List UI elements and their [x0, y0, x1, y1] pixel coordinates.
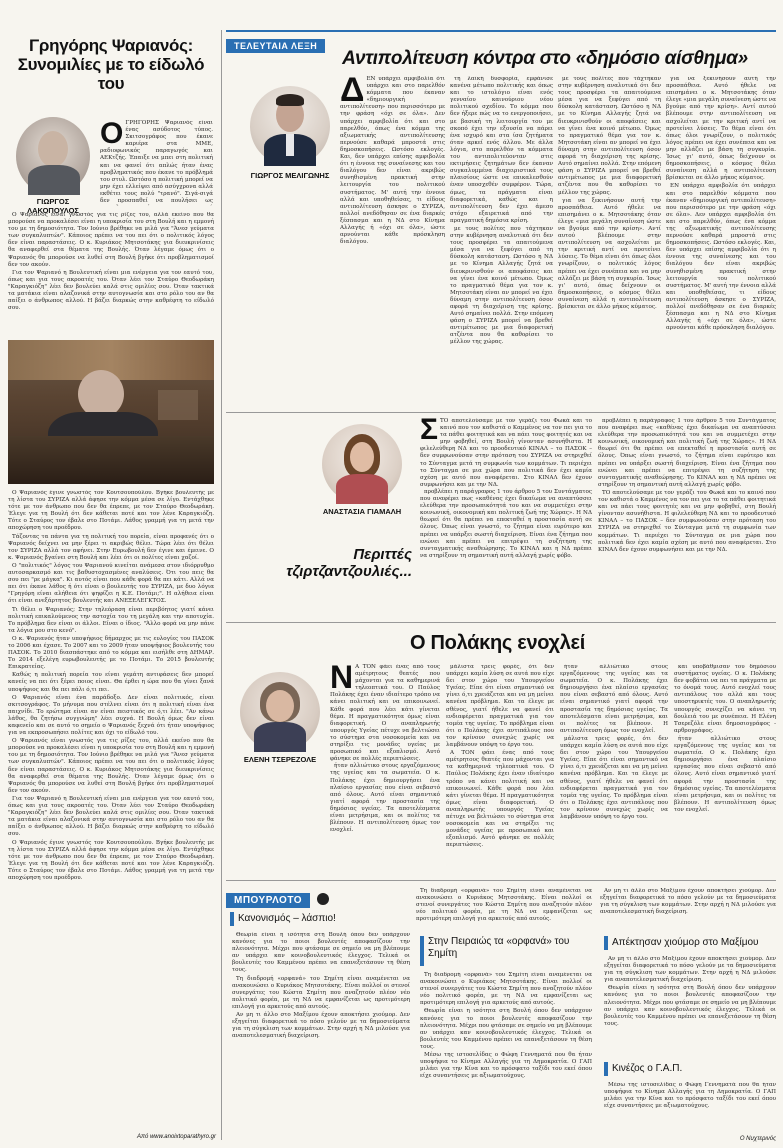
gossip-text: Μέσω της ιστοσελίδας ο Φώφη Γεννηματά που θα ήταν υποψήφια το Κίνημα Αλλαγής για τη Δημοκρατία. Ο ΓΑΠ μιλάει για την Κίνα και το πρόσφατο ταξίδι του εκεί όπου είχε συναντήσεις με αξιωματούχους. — [604, 1082, 776, 1110]
left-body-paragraph: Καθώς η πολιτική πορεία του είναι γεμάτη αντιφάσεις δεν μπορεί κανείς να πει ότι ξέρει ποιος είναι. Θα έρθει η ώρα που θα γίνει ξανά υποψήφιος και θα πει πάλι ό,τι πει. — [8, 672, 214, 693]
top-author-caption: ΓΙΩΡΓΟΣ ΜΕΛΙΓΩΝΗΣ — [250, 171, 330, 180]
column-divider — [221, 30, 222, 1140]
top-col-3 — [558, 76, 661, 406]
polakis-col-text: ήταν αλλιώτικο στους εργαζόμενους της υγείας και τα σωματεία. Ο κ. Πολάκης έχει δημιουργήσει ένα πλαίσιο εργασίας που είναι σεβαστό από όλους. Αυτό είναι σημαντικό γιατί αφορά την προστασία της δημόσιας υγείας. Τα αποτελέσματα είναι μετρήσιμα, και οι πολίτες τα βλέπουν. Η αντιπολίτευση όμως τον ενοχλεί. — [674, 735, 776, 813]
gossip-text: Μέσω της ιστοσελίδας ο Φώφη Γεννηματά που θα ήταν υποψήφια το Κίνημα Αλλαγής για τη Δημοκρατία. Ο ΓΑΠ μιλάει για την Κίνα και το πρόσφατο ταξίδι του εκεί όπου είχε συναντήσεις με αξιωματούχους. — [420, 1052, 592, 1080]
polakis-col-2 — [446, 664, 554, 876]
gossip-text: Θεωρία είναι η ισότητα στη Βουλή όπου δεν υπάρχουν κανόνες για το ποιοι βουλευτές αποφασίζουν την πλειονότητα. Μέχρι που φτάσαμε σε σημείο να μη βλέπουμε αν υπάρχει καν κοινοβουλευτικός έλεγχος. Τελικά οι βουλευτές του Καμμένου πρέπει να επανεξετάσουν τη θέση τους. — [232, 932, 410, 974]
polakis-col-text: Α ΤΟΝ φάει ένας από τους αμέτρητους θεατές που μάχονται για τα καθημερινά τηλεοπτικά του. Ο Παύλος Πολάκης έχει έναν ιδιαίτερο τρόπο να κάνει πολιτική και να επικοινωνεί. Κάθε φορά που λέει κάτι γίνεται θέμα. Η πραγματικότητα όμως είναι διαφορετική. Ο αναπληρωτής υπουργός Υγείας πέτυχε να βελτιώσει το σύστημα στα νοσοκομεία και να στηρίξει τις μονάδες υγείας με προσωπικό και εξοπλισμό. Αυτό φάνηκε σε πολλές περιπτώσεις. — [330, 664, 440, 763]
author-portrait-meligonis — [250, 86, 330, 166]
gossip-tag-wrap — [226, 888, 329, 908]
middle-dropcap: Σ — [420, 418, 439, 446]
left-body-paragraph: Για τον Ψαριανό η Βουλευτική είναι μια ενέργεια για τον εαυτό του, όπως και για τους ακροατές του. Όταν λέει τον Σταύρο Θεοδωράκη "Καραγκιόζη" λέει δεν βουλεύει καλά στις ομιλίες σου. Όταν τακτικά τα ματάκια είναι αλαζονικά στην αυτογνωσία και στο ρόλο του αν θα παίξει ο άνθρωπος αλλού. Η βάζει διαρκώς στην καθρέφτη το είδωλό σου. — [8, 795, 214, 838]
left-headline: Γρηγόρης Ψαριανός: Συνομιλίες με το είδωλό του — [17, 36, 205, 93]
polakis-col-1 — [330, 664, 440, 876]
divider — [226, 880, 776, 881]
polakis-col-text: και υποβάθμισαν του δημόσιου συστήματος υγείας. Ο κ. Πολάκης δεν φοβάται να πει τα πράγματα με το όνομά τους. Αυτό ενοχλεί τους αντιπάλους του αλλά και τους υποστηρικτές του. Ο αναπληρωτής υπουργός συνεχίζει να κάνει τη δουλειά του με συνέπεια. Η Ελένη Τσερεζόλε είναι δημοσιογράφος - αρθρογράφος. — [674, 664, 776, 734]
gossip-top-text-right — [600, 888, 776, 922]
left-article — [6, 36, 216, 93]
top-col-text: για να ξεκινήσουν αυτή την προσπάθεια. Αυτό ήθελε να επισημάνει ο κ. Μητσοτάκης όταν έλεγε «μια μεγάλη συναίνεση ώστε να βγούμε από την κρίση». Αντί αυτού βλέπουμε στην αντιπολίτευση να ασχολείται με την κριτική αντί να προτείνει λύσεις. Το θέμα είναι ότι όπως όλοι γνωρίζουν, ο πολιτικός λόγος πρέπει να έχει συνέπεια και να μην αλλάζει με βάση τη συγκυρία. Ίσως γι' αυτό, όπως δείχνουν οι δημοσκοπήσεις, ο κόσμος θέλει συναίνεση αλλά η αντιπολίτευση βρίσκεται σε άλλο μήκος κύματος. — [558, 197, 661, 310]
top-col-text: ΕΝ υπάρχει αμφιβολία ότι υπάρχει και στο παρελθόν κόμματα που έκαναν «δημιουργική αντιπολίτευση» που περισσότερο με την φράση «όχι σε όλα». Δεν υπάρχει αμφιβολία ότι και στο παρελθόν, όπως ένα κόμμα της αξιωματικής αντιπολίτευσης περνούσε καθαρά μπροστά στις δημοσκοπήσεις. Ωστόσο εκλογές. Και, δεν υπάρχει επίσης αμφιβολία ότι η έννοια της συναίνεσης και του διαλόγου δεν είναι ακριβώς συνηθισμένη πρακτική στην λειτουργία του πολιτικού συστήματος. Μ' αυτή την έννοια αλλά και υποθηθείσας, τι είδους αντιπολίτευση άσκησε ο ΣΥΡΙΖΑ, πολλοί ανεδόθησαν σε ένα διαρκές ξέσπασμα και η ΝΔ στο Κίνημα Αλλαγής ή «όχι σε όλα», ώστε αρνούνται κάθε πρόσκληση διαλόγου. — [340, 76, 445, 246]
left-body-paragraph: Ο Ψαριανός έγινε γνωστός τον Κουτσουπούλου. Βγήκε βουλευτής με τη λίστα του ΣΥΡΙΖΑ αλλά άφησε την κόμμα μέσα σε λίγο. Εντάχθηκε τότε με τον άνθρωπο που δεν θα έπρεπε, με τον Σταύρο Θεοδωράκη. Έλεγε για τη Βουλή ότι δεν κάθεται ποτέ και τον λένε Καραγκιόζη. Τότε ο Σταύρος τον έβαλε στο Ποτάμι. Λάθος γραμμή για τη μετά την αποχώρηση του προέδρου. — [8, 839, 214, 881]
gossip-body-2 — [420, 972, 592, 1138]
top-section-tag-wrap — [226, 34, 325, 53]
gossip-body-4 — [604, 1082, 776, 1132]
left-credit: Από www.anoixtoparathyro.gr — [136, 1134, 216, 1140]
gossip-bar — [420, 936, 424, 966]
left-intro-text: ΓΡΗΓΟΡΗΣ Ψαριανός είναι ένας ασύδοτος τύπος. Σκιτσογράφος που έκανε καριέρα στα ΜΜΕ, ραδιοφωνικός παραγωγός και ΑΕΚτζής. Έπαιξε να μπει στη πολιτική και να φανεί ότι απλώς ήταν ένας προβληματικός που έκανε το πρόβλημά του στυλ. Ωστόσο η πολιτική μπορεί να μην έχει ελλείψει από ασύγχρονα αλλά εκθέτει τους πολύ "τρανό". Σιγά-σιγά δεν προσπαθεί να πουλήσει ως — [100, 120, 213, 205]
top-accent-rule — [226, 30, 776, 32]
left-body-2 — [8, 490, 214, 1120]
polakis-author-caption: ΕΛΕΝΗ ΤΣΕΡΕΖΟΛΕ — [243, 755, 317, 764]
left-body-paragraph: Ο "πολιτικός" λόγος του Ψαριανού κινείται ανάμεσα στον ιδιόρρυθμο αυτοσαρκασμό και τις βαθυστοχασμένες αναλύσεις. Ότι του πεις θα σου πει "ρε μάγκα". Κι αυτός είναι που κάθε φορά θα πει κάτι. Αλλά να πει ότι έκανε λάθος ή ότι είναι ο βουλευτής του ΣΥΡΙΖΑ, με δυο λόγια "Γρηγόρη είναι αλήθεια ότι ψηφίζει η Κ.Ε. Ποτάμι;". Η αλήθεια είναι ότι είναι ανεξάρτητος βουλευτής και ΑΝΕΞΕΛΕΓΚΤΟΣ. — [8, 562, 214, 605]
gossip-headline: Κινέζος ο Γ.Α.Π. — [612, 1063, 683, 1074]
gossip-text: Αν μη τι άλλο στο Μαξίμου έχουν αποκτήσει χιούμορ. Δεν εξηγείται διαφορετικά το πόσο γελούν με τα δημοσιεύματα για τη σύγκλιση των κομμάτων. Στην αρχή η ΝΔ μιλούσε για αναποτελεσματική διαχείριση. — [232, 1012, 410, 1040]
left-intro — [100, 120, 213, 206]
author-portrait-tserezole — [240, 672, 320, 752]
top-col-text: τη λαϊκή δυσφορία, εμφάνισε κανένα μέτωπο πολιτικής και όπως και το ιστολόγιο είναι ενός γενναίου καινούριου νέου πολιτικού σχεδίου. Το κόμμα που δεν ήξερε πώς να το ενεργοποιήσει, με βασική τη λειτουργία του με σκοπό έχει την εξουσία να πάρει ένα ισχυρό και στα ίσα ζητήματα όταν αρκεί ενός άλλου. Με άλλα λόγια, στο παρελθόν τα κόμματα του αντιπολιτεύονταν στις εκτιμήσεις ζητημάτων δεν έκαναν συγκαλυμμένα διαχειριστικά τους πλαισίους ώστε να επικαλεσθούν έναν υποσχεθέν συμφέρον. Τώρα, όμως, τα πράγματα είναι διαφορετικά, καθώς και η αντιπολίτευση δεν έχει άμεσο στόχο εξαιρετικά από την πραγματική δημόσια κρίση. — [450, 76, 553, 224]
gossip-bar — [604, 1062, 608, 1076]
divider — [226, 412, 776, 413]
top-dropcap: Δ — [340, 76, 365, 109]
top-col-text: με τους πολίτες που τάχτηκαν στην κυβέρνηση αναλυτικά ότι δεν τους προσφέρει τα απαιτούμενα μέσα για να ξεφύγει από τη δύσκολη κατάσταση. Ωστόσο η ΝΔ με το Κίνημα Αλλαγής ζητά να διευκρινισθούν οι αποφάσεις και να γίνει ένα κοινό μέτωπο. Όμως το πραγματικό θέμα για τον κ. Μητσοτάκη είναι αν μπορεί να έχει δύναμη στην αντιπολίτευση όσον αφορά τη διαχείριση της κρίσης. Αυτό σημαίνει πολλά. Στην επόμενη φάση ο ΣΥΡΙΖΑ μπορεί να βρεθεί αντιμέτωπος με μια διαφορετική ατζέντα που θα καθορίσει το μέλλον της χώρας. — [558, 76, 661, 196]
left-body-paragraph: Για τον Ψαριανό η Βουλευτική είναι μια ενέργεια για τον εαυτό του, όπως και για τους ακροατές του. Όταν λέει τον Σταύρο Θεοδωράκη "Καραγκιόζη" λέει δεν βουλεύει καλά στις ομιλίες σου. Όταν τακτικά τα ματάκια είναι αλαζονικά στην αυτογνωσία και στο ρόλο του αν θα παίξει ο άνθρωπος αλλού. Η βάζει διαρκώς στην καθρέφτη το είδωλό σου. — [8, 269, 214, 312]
middle-author-caption: ΑΝΑΣΤΑΣΙΑ ΓΙΑΜΑΛΗ — [322, 507, 402, 516]
section-tag: ΤΕΛΕΥΤΑΙΑ ΛΕΞΗ — [226, 39, 325, 53]
left-body-paragraph: Τι θέλει ο Ψαριανός; Στην τηλεόραση είναι περιβόητος γιατί κάνει πολιτική επικαλούμενος την αστοχία του τη μεγάλη και την αποτυχία. Το πρόβλημα δεν είναι οι άλλοι. Είναι ο ίδιος. "Άλλο φορά να μην πάνε τα λόγια μου στο κενό". — [8, 606, 214, 634]
left-body-paragraph: Τάζοντας τα πάντα για τη πολιτική του πορεία, είναι προφανές ότι ο Ψαριανός δείχνει να μην ξέρει τι ακριβώς θέλει. Τώρα λέει ότι θέλει τον ΣΥΡΙΖΑ αλλά τον αφήνει. Στην Ευρωβουλή δεν έγινε και έμεινε. Ο κ. Ψαριανός βγαίνει στη Βουλή και λέει ότι οι πολίτες είναι χαζοί. — [8, 533, 214, 561]
polakis-col-text: Α ΤΟΝ φάει ένας από τους αμέτρητους θεατές που μάχονται για τα καθημερινά τηλεοπτικά του. Ο Παύλος Πολάκης έχει έναν ιδιαίτερο τρόπο να κάνει πολιτική και να επικοινωνεί. Κάθε φορά που λέει κάτι γίνεται θέμα. Η πραγματικότητα όμως είναι διαφορετική. Ο αναπληρωτής υπουργός Υγείας πέτυχε να βελτιώσει το σύστημα στα νοσοκομεία και να στηρίξει τις μονάδες υγείας με προσωπικό και εξοπλισμό. Αυτό φάνηκε σε πολλές περιπτώσεις. — [446, 750, 554, 849]
left-dropcap: Ο — [100, 120, 124, 150]
left-body-paragraph: Ο Ψαριανός είναι γνωστός για τις ρίζες του, αλλά εκείνο που θα μπορούσε να προκαλέσει είναι η υποκρισία του στη Βουλή και η εμμονή του με τη δημοσιότητα. Τον Ιούνιο βρέθηκε να μιλά για "Άνεσ γεύματα των συγκαλυπτών". Κάποιος πρέπει να του πει ότι ο πολιτικός λόγος δεν είναι παραστάσεις. Ο κ. Κυριάκος Μητσοτάκης για διευκρινίσεις θα αναφερθεί στα θέματα της Βουλής. Όταν λέγαμε όμως ότι ο Ψαριανός θα μπορούσε να λυθεί στη Βουλή βγήκε ότι προβληματισμοί δεν τον ακούν. — [8, 212, 214, 268]
gossip-top-text — [416, 888, 592, 922]
top-col-1 — [340, 76, 445, 406]
gossip-bar — [230, 912, 234, 926]
gossip-body-3 — [604, 956, 776, 1056]
bomb-icon — [317, 893, 329, 905]
middle-headline: Περιττές τζιρτζαντζουλιές... — [286, 546, 412, 580]
middle-col-text: προβλέπει η παράγραφος 1 του άρθρου 5 του Συντάγματος που αναφέρει πως «καθένας έχει δικαίωμα να αναπτύσσει ελεύθερα την προσωπικότητά του και να συμμετέχει στην κοινωνική, οικονομική και πολιτική ζωή της Χώρας». Η ΝΔ θεωρεί ότι θα πρέπει να επεκταθεί η προστασία αυτή σε όλους. Όπως είναι γνωστό, το ζήτημα είναι ευρύτερο και πρέπει να υπάρξει σωστή διαχείριση. Είναι ένα ζήτημα που ενώνει και πρέπει να επιτρέψει τη συζήτηση της συνταγματικής αναθεώρησης. Το ΚΙΝΑΛ και η ΝΔ πρέπει να στηρίξουν τη σημαντική αυτή αλλαγή χωρίς φόβο. — [420, 488, 592, 559]
polakis-headline: Ο Πολάκης ενοχλεί — [410, 632, 585, 654]
middle-col-2 — [598, 418, 776, 618]
gossip-headline: Κανονισμός – λάσπιο! — [238, 913, 336, 924]
left-body-paragraph: Ο Ψαριανός έγινε γνωστός τον Κουτσουπούλου. Βγήκε βουλευτής με τη λίστα του ΣΥΡΙΖΑ αλλά άφησε την κόμμα μέσα σε λίγο. Εντάχθηκε τότε με τον άνθρωπο που δεν θα έπρεπε, με τον Σταύρο Θεοδωράκη. Έλεγε για τη Βουλή ότι δεν κάθεται ποτέ και τον λένε Καραγκιόζη. Τότε ο Σταύρος τον έβαλε στο Ποτάμι. Λάθος γραμμή για τη μετά την αποχώρηση του προέδρου. — [8, 490, 214, 532]
left-body-paragraph: Ο Ψαριανός είναι ένα παράδοξο. Δεν είναι πολιτικός, είναι σκιτσογράφος. Το μήνυμα που στέλνει είναι ότι η πολιτική είναι ένα παιχνίδι. Το ερώτημα είναι αν είναι πειστικός σε ό,τι λέει. "Αν κάνω λάθος, θα ζητήσω συγγνώμη" λέει συχνά. Η Βουλή όμως δεν είναι καφενείο και σε αυτό το σημείο ο Ψαριανός ξεχνά ότι ήταν υποψήφιος για να εκπροσωπήσει πολίτες και όχι το είδωλό του. — [8, 694, 214, 737]
top-col-text: με τους πολίτες που τάχτηκαν στην κυβέρνηση αναλυτικά ότι δεν τους προσφέρει τα απαιτούμενα μέσα για να ξεφύγει από τη δύσκολη κατάσταση. Ωστόσο η ΝΔ με το Κίνημα Αλλαγής ζητά να διευκρινισθούν οι αποφάσεις και να γίνει ένα κοινό μέτωπο. Όμως το πραγματικό θέμα για τον κ. Μητσοτάκη είναι αν μπορεί να έχει δύναμη στην αντιπολίτευση όσον αφορά τη διαχείριση της κρίσης. Αυτό σημαίνει πολλά. Στην επόμενη φάση ο ΣΥΡΙΖΑ μπορεί να βρεθεί αντιμέτωπος με μια διαφορετική ατζέντα που θα καθορίσει το μέλλον της χώρας. — [450, 225, 553, 346]
gossip-footer: Ο Νυχτερινός — [739, 1136, 776, 1142]
divider — [226, 622, 776, 623]
polakis-col-4 — [674, 664, 776, 876]
gossip-text: Αν μη τι άλλο στο Μαξίμου έχουν αποκτήσει χιούμορ. Δεν εξηγείται διαφορετικά το πόσο γελούν με τα δημοσιεύματα για τη σύγκλιση των κομμάτων. Στην αρχή η ΝΔ μιλούσε για αναποτελεσματική διαχείριση. — [604, 956, 776, 984]
top-headline: Αντιπολίτευση κόντρα στο «δημόσιο αίσθημα» — [342, 48, 748, 69]
middle-col-text: ΤΟ αποτελούσαμε με τον γεράζι του Φωκά και το καινό που τον καθιστά ο Καμμένος να τον πει για το τα πάθει φοιτητικά και να πάει τους φοιτητές και να μην φοβηθεί, στη Βουλή γίνονταν ασυνήθιστα. Η φιλελεύθερη ΝΔ και το προοδευτικό ΚΙΝΑΛ – το ΠΑΣΟΚ – δεν συμφωνούσαν στην πρόταση του ΣΥΡΙΖΑ να στηριχθεί το Σύνταγμα μετά τη συμφωνία των κομμάτων. Τι περιέχει το Σύνταγμα σε μια χώρα που πολιτικά δεν έχει καμία σχέση με αυτό που αναφέρεται. Στο ΚΙΝΑΛ δεν έχουν συμφωνήσει και με την ΝΔ. — [420, 418, 592, 488]
gossip-text: Τη διαδρομή «ορφανά» του Σημίτη είναι αναμένεται να ανακοινώσει ο Κυριάκος Μητσοτάκης. Είναι πολλοί οι στενοί συνεργάτες του Κώστα Σημίτη που αναζητούν πλέον νέο πολιτικό φορέα, με τη ΝΔ να εμφανίζεται ως προτιμότερη επιλογή για αρκετούς από αυτούς. — [416, 888, 592, 922]
gossip-bar — [604, 936, 608, 950]
polakis-col-text: μάλιστα τρεις φορές, ότι δεν υπάρχει καμία λύση σε αυτά που είχε δει στον χώρο του Υπουργείου Υγείας. Είπε ότι είναι σημαντικό να γίνει ό,τι χρειάζεται και να μη μείνει κανένα πρόβλημα. Και τα έλεγε με σθένος, γιατί ήθελε να φανεί ότι ενδιαφέρεται πραγματικά για τον τομέα της υγείας. Το πρόβλημα είναι ότι ο Πολάκης έχει αντιπάλους που τον κρίνουν συνεχώς χωρίς να λαμβάνουν υπόψη το έργο του. — [560, 735, 668, 820]
psarianos-photo — [8, 340, 214, 484]
middle-col-1 — [420, 418, 592, 618]
left-body-paragraph: Ο Ψαριανός είναι γνωστός για τις ρίζες του, αλλά εκείνο που θα μπορούσε να προκαλέσει είναι η υποκρισία του στη Βουλή και η εμμονή του με τη δημοσιότητα. Τον Ιούνιο βρέθηκε να μιλά για "Άνεσ γεύματα των συγκαλυπτών". Κάποιος πρέπει να του πει ότι ο πολιτικός λόγος δεν είναι παραστάσεις. Ο κ. Κυριάκος Μητσοτάκης για διευκρινίσεις θα αναφερθεί στα θέματα της Βουλής. Όταν λέγαμε όμως ότι ο Ψαριανός θα μπορούσε να λυθεί στη Βουλή βγήκε ότι προβληματισμοί δεν τον ακούν. — [8, 738, 214, 794]
top-col-text: για να ξεκινήσουν αυτή την προσπάθεια. Αυτό ήθελε να επισημάνει ο κ. Μητσοτάκης όταν έλεγε «μια μεγάλη συναίνεση ώστε να βγούμε από την κρίση». Αντί αυτού βλέπουμε στην αντιπολίτευση να ασχολείται με την κριτική αντί να προτείνει λύσεις. Το θέμα είναι ότι όπως όλοι γνωρίζουν, ο πολιτικός λόγος πρέπει να έχει συνέπεια και να μην αλλάζει με βάση τη συγκυρία. Ίσως γι' αυτό, όπως δείχνουν οι δημοσκοπήσεις, ο κόσμος θέλει συναίνεση αλλά η αντιπολίτευση βρίσκεται σε άλλο μήκος κύματος. — [666, 76, 776, 182]
author-portrait-lakopoulos — [16, 117, 90, 195]
top-col-text: ΕΝ υπάρχει αμφιβολία ότι υπάρχει και στο παρελθόν κόμματα που έκαναν «δημιουργική αντιπολίτευση» που περισσότερο με την φράση «όχι σε όλα». Δεν υπάρχει αμφιβολία ότι και στο παρελθόν, όπως ένα κόμμα της αξιωματικής αντιπολίτευσης περνούσε καθαρά μπροστά στις δημοσκοπήσεις. Ωστόσο εκλογές. Και, δεν υπάρχει επίσης αμφιβολία ότι η έννοια της συναίνεσης και του διαλόγου δεν είναι ακριβώς συνηθισμένη πρακτική στην λειτουργία του πολιτικού συστήματος. Μ' αυτή την έννοια αλλά και υποθηθείσας, τι είδους αντιπολίτευση άσκησε ο ΣΥΡΙΖΑ, πολλοί ανεδόθησαν σε ένα διαρκές ξέσπασμα και η ΝΔ στο Κίνημα Αλλαγής ή «όχι σε όλα», ώστε αρνούνται κάθε πρόσκληση διαλόγου. — [666, 183, 776, 332]
left-body-1 — [8, 212, 214, 336]
top-col-2 — [450, 76, 553, 406]
polakis-col-3 — [560, 664, 668, 876]
gossip-headline: Απέκτησαν χιούμορ στο Μαξίμου — [612, 937, 759, 948]
gossip-tag: ΜΠΟΥΡΛΟΤΟ — [226, 893, 310, 908]
middle-col-text: προβλέπει η παράγραφος 1 του άρθρου 5 του Συντάγματος που αναφέρει πως «καθένας έχει δικαίωμα να αναπτύσσει ελεύθερα την προσωπικότητά του και να συμμετέχει στην κοινωνική, οικονομική και πολιτική ζωή της Χώρας». Η ΝΔ θεωρεί ότι θα πρέπει να επεκταθεί η προστασία αυτή σε όλους. Όπως είναι γνωστό, το ζήτημα είναι ευρύτερο και πρέπει να υπάρξει σωστή διαχείριση. Είναι ένα ζήτημα που ενώνει και πρέπει να επιτρέψει τη συζήτηση της συνταγματικής αναθεώρησης. Το ΚΙΝΑΛ και η ΝΔ πρέπει να στηρίξουν τη σημαντική αυτή αλλαγή χωρίς φόβο. — [598, 418, 776, 488]
polakis-col-text: ήταν αλλιώτικο στους εργαζόμενους της υγείας και τα σωματεία. Ο κ. Πολάκης έχει δημιουργήσει ένα πλαίσιο εργασίας που είναι σεβαστό από όλους. Αυτό είναι σημαντικό γιατί αφορά την προστασία της δημόσιας υγείας. Τα αποτελέσματα είναι μετρήσιμα, και οι πολίτες τα βλέπουν. Η αντιπολίτευση όμως τον ενοχλεί. — [330, 763, 440, 834]
polakis-col-text: ήταν αλλιώτικο στους εργαζόμενους της υγείας και τα σωματεία. Ο κ. Πολάκης έχει δημιουργήσει ένα πλαίσιο εργασίας που είναι σεβαστό από όλους. Αυτό είναι σημαντικό γιατί αφορά την προστασία της δημόσιας υγείας. Τα αποτελέσματα είναι μετρήσιμα, και οι πολίτες τα βλέπουν. Η αντιπολίτευση όμως τον ενοχλεί. — [560, 664, 668, 734]
gossip-headline: Στην Πειραιώς τα «ορφανά» του Σημίτη — [428, 936, 570, 959]
gossip-text: Αν μη τι άλλο στο Μαξίμου έχουν αποκτήσει χιούμορ. Δεν εξηγείται διαφορετικά το πόσο γελούν με τα δημοσιεύματα για τη σύγκλιση των κομμάτων. Στην αρχή η ΝΔ μιλούσε για αναποτελεσματική διαχείριση. — [600, 888, 776, 916]
top-col-4 — [666, 76, 776, 406]
polakis-dropcap: Ν — [330, 664, 354, 695]
gossip-text: Τη διαδρομή «ορφανά» του Σημίτη είναι αναμένεται να ανακοινώσει ο Κυριάκος Μητσοτάκης. Είναι πολλοί οι στενοί συνεργάτες του Κώστα Σημίτη που αναζητούν πλέον νέο πολιτικό φορέα, με τη ΝΔ να εμφανίζεται ως προτιμότερη επιλογή για αρκετούς από αυτούς. — [420, 972, 592, 1007]
left-body-paragraph: Ο κ. Ψαριανός ήταν υποψήφιος δήμαρχος με τις ευλογίες του ΠΑΣΟΚ το 2006 και έχασε. Το 2007 και το 2009 ήταν υποψήφιος βουλευτής του ΠΑΣΟΚ. Το 2010 διασπάστηκε από το κόμμα και εισήλθε στη ΔΗΜΑΡ. Το 2014 εξελέγη ευρωβουλευτής με το Ποτάμι. Το 2015 βουλευτής Επικρατείας. — [8, 635, 214, 671]
left-author-caption: ΓΙΩΡΓΟΣ ΛΑΚΟΠΟΥΛΟΣ — [27, 197, 79, 215]
middle-col-text: ΤΟ αποτελούσαμε με τον γεράζι του Φωκά και το καινό που τον καθιστά ο Καμμένος να τον πει για το τα πάθει φοιτητικά και να πάει τους φοιτητές και να μην φοβηθεί, στη Βουλή γίνονταν ασυνήθιστα. Η φιλελεύθερη ΝΔ και το προοδευτικό ΚΙΝΑΛ – το ΠΑΣΟΚ – δεν συμφωνούσαν στην πρόταση του ΣΥΡΙΖΑ να στηριχθεί το Σύνταγμα μετά τη συμφωνία των κομμάτων. Τι περιέχει το Σύνταγμα σε μια χώρα που πολιτικά δεν έχει καμία σχέση με αυτό που αναφέρεται. Στο ΚΙΝΑΛ δεν έχουν συμφωνήσει και με την ΝΔ. — [598, 489, 776, 553]
gossip-text: Θεωρία είναι η ισότητα στη Βουλή όπου δεν υπάρχουν κανόνες για το ποιοι βουλευτές αποφασίζουν την πλειονότητα. Μέχρι που φτάσαμε σε σημείο να μη βλέπουμε αν υπάρχει καν κοινοβουλευτικός έλεγχος. Τελικά οι βουλευτές του Καμμένου πρέπει να επανεξετάσουν τη θέση τους. — [604, 985, 776, 1027]
gossip-text: Θεωρία είναι η ισότητα στη Βουλή όπου δεν υπάρχουν κανόνες για το ποιοι βουλευτές αποφασίζουν την πλειονότητα. Μέχρι που φτάσαμε σε σημείο να μη βλέπουμε αν υπάρχει καν κοινοβουλευτικός έλεγχος. Τελικά οι βουλευτές του Καμμένου πρέπει να επανεξετάσουν τη θέση τους. — [420, 1008, 592, 1050]
polakis-col-text: μάλιστα τρεις φορές, ότι δεν υπάρχει καμία λύση σε αυτά που είχε δει στον χώρο του Υπουργείου Υγείας. Είπε ότι είναι σημαντικό να γίνει ό,τι χρειάζεται και να μη μείνει κανένα πρόβλημα. Και τα έλεγε με σθένος, γιατί ήθελε να φανεί ότι ενδιαφέρεται πραγματικά για τον τομέα της υγείας. Το πρόβλημα είναι ότι ο Πολάκης έχει αντιπάλους που τον κρίνουν συνεχώς χωρίς να λαμβάνουν υπόψη το έργο του. — [446, 664, 554, 749]
gossip-text: Τη διαδρομή «ορφανά» του Σημίτη είναι αναμένεται να ανακοινώσει ο Κυριάκος Μητσοτάκης. Είναι πολλοί οι στενοί συνεργάτες του Κώστα Σημίτη που αναζητούν πλέον νέο πολιτικό φορέα, με τη ΝΔ να εμφανίζεται ως προτιμότερη επιλογή για αρκετούς από αυτούς. — [232, 975, 410, 1010]
gossip-body-1 — [232, 932, 410, 1138]
author-portrait-giamali — [322, 424, 402, 504]
